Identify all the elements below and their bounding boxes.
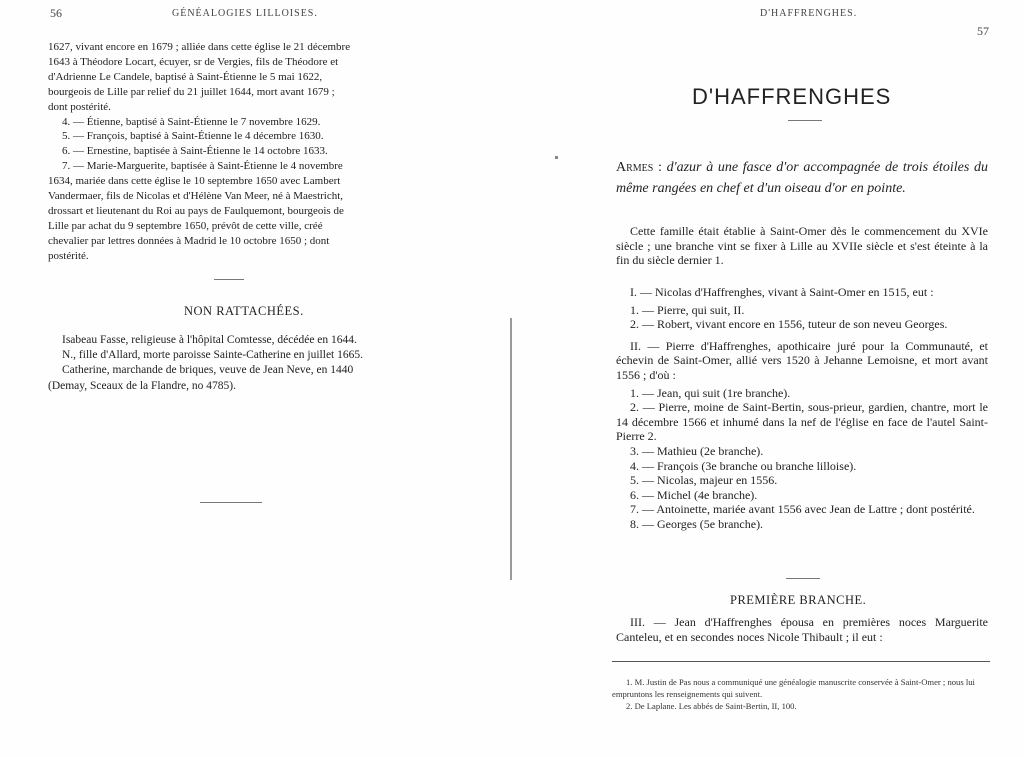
child-entry: 7. — Antoinette, mariée avant 1556 avec Jean de Lattre ; dont postérité. bbox=[630, 502, 975, 517]
end-rule bbox=[200, 502, 262, 503]
text-line: 1643 à Théodore Locart, écuyer, sr de Vergies, fils de Théodore et bbox=[48, 55, 339, 68]
child-entry: 1. — Pierre, qui suit, II. bbox=[630, 302, 745, 317]
right-page-number: 57 bbox=[977, 24, 989, 38]
text-line: chevalier par lettres données à Madrid le 10 octobre 1650 ; dont bbox=[48, 234, 330, 247]
left-running-head: GÉNÉALOGIES LILLOISES. bbox=[172, 8, 318, 19]
branch-heading: PREMIÈRE BRANCHE. bbox=[730, 593, 867, 607]
child-entry: 2. — Pierre, moine de Saint-Bertin, sous-prieur, gardien, chantre, mort le 14 décembre 1566 et inhumé dans la nef de l'église en face de l'autel Saint-Pierre 2. bbox=[616, 400, 988, 444]
child-entry: 4. — Étienne, baptisé à Saint-Étienne le 7 novembre 1629. bbox=[62, 115, 321, 128]
intro-paragraph bbox=[616, 224, 988, 268]
footnote: 2. De Laplane. Les abbés de Saint-Bertin, II, 100. bbox=[626, 701, 797, 711]
text-line: Vandermaer, fils de Nicolas et d'Hélène Van Meer, né à Maestricht, bbox=[48, 190, 344, 203]
branch-rule bbox=[786, 578, 820, 579]
genealogy-block bbox=[616, 285, 988, 532]
text-line: 1634, mariée dans cette église le 10 septembre 1650 avec Lambert bbox=[48, 175, 341, 188]
child-entry: 3. — Mathieu (2e branche). bbox=[630, 443, 764, 458]
child-entry: 6. — Ernestine, baptisée à Saint-Étienne le 14 octobre 1633. bbox=[62, 145, 328, 158]
footnotes bbox=[612, 676, 992, 712]
title-rule bbox=[788, 120, 822, 121]
generation-entry: III. — Jean d'Haffrenghes épousa en premières noces Marguerite Canteleu, et en secondes noces Nicole Thibault ; il eut : bbox=[616, 615, 988, 644]
footnote-rule bbox=[612, 661, 990, 662]
separator-rule bbox=[214, 279, 244, 280]
child-entry: 2. — Robert, vivant encore en 1556, tuteur de son neveu Georges. bbox=[630, 317, 948, 332]
text-line: bourgeois de Lille par relief du 21 juillet 1644, mort avant 1679 ; bbox=[48, 85, 335, 98]
unattached-list bbox=[48, 333, 418, 394]
child-entry: 5. — Nicolas, majeur en 1556. bbox=[630, 473, 778, 488]
coat-of-arms-text bbox=[616, 157, 988, 199]
child-entry: 1. — Jean, qui suit (1re branche). bbox=[630, 385, 791, 400]
footnote: 1. M. Justin de Pas nous a communiqué une généalogie manuscrite conservée à Saint-Omer ; nous lui empruntons les renseignements qui suivent. bbox=[612, 677, 975, 699]
list-item: N., fille d'Allard, morte paroisse Sainte-Catherine en juillet 1665. bbox=[62, 349, 363, 362]
intro-text: Cette famille était établie à Saint-Omer dès le commencement du XVIe siècle ; une branche vint se fixer à Lille au XVIIe siècle et s'est éteinte à la fin du siècle dernier 1. bbox=[616, 224, 988, 268]
text-line: postérité. bbox=[48, 249, 89, 262]
armes-blazon: d'azur à une fasce d'or accompagnée de trois étoiles du même rangées en chef et d'un oiseau d'or en pointe. bbox=[616, 160, 988, 196]
branch-text bbox=[616, 615, 988, 644]
text-line: drossart et lieutenant du Roi au pays de Faulquemont, bourgeois de bbox=[48, 204, 344, 217]
left-text-block bbox=[48, 40, 418, 264]
text-line: dont postérité. bbox=[48, 100, 111, 113]
section-heading: NON RATTACHÉES. bbox=[184, 304, 304, 318]
child-entry: 6. — Michel (4e branche). bbox=[630, 487, 758, 502]
child-entry: 7. — Marie-Marguerite, baptisée à Saint-Étienne le 4 novembre bbox=[62, 160, 343, 173]
right-running-head: D'HAFFRENGHES. bbox=[760, 8, 858, 19]
text-line: d'Adrienne Le Candele, baptisé à Saint-Étienne le 5 mai 1622, bbox=[48, 70, 323, 83]
family-title: D'HAFFRENGHES bbox=[692, 84, 892, 109]
generation-entry: II. — Pierre d'Haffrenghes, apothicaire juré pour la Communauté, et échevin de Saint-Omer, allié vers 1520 à Jehanne Lemoisne, et mort avant 1556 ; d'où : bbox=[616, 338, 988, 382]
child-entry: 5. — François, baptisé à Saint-Étienne le 4 décembre 1630. bbox=[62, 130, 324, 143]
child-entry: 8. — Georges (5e branche). bbox=[630, 516, 764, 531]
left-page-number: 56 bbox=[50, 6, 62, 20]
armes-label: Armes : bbox=[616, 160, 662, 175]
text-line: 1627, vivant encore en 1679 ; alliée dans cette église le 21 décembre bbox=[48, 41, 351, 53]
list-item: Catherine, marchande de briques, veuve de Jean Neve, en 1440 bbox=[62, 364, 354, 377]
child-entry: 4. — François (3e branche ou branche lilloise). bbox=[630, 458, 857, 473]
text-line: Lille par achat du 9 septembre 1650, prévôt de cette ville, créé bbox=[48, 219, 323, 232]
list-item: Isabeau Fasse, religieuse à l'hôpital Comtesse, décédée en 1644. bbox=[62, 334, 357, 346]
list-item: (Demay, Sceaux de la Flandre, no 4785). bbox=[48, 379, 236, 392]
generation-entry: I. — Nicolas d'Haffrenghes, vivant à Saint-Omer en 1515, eut : bbox=[630, 285, 934, 299]
